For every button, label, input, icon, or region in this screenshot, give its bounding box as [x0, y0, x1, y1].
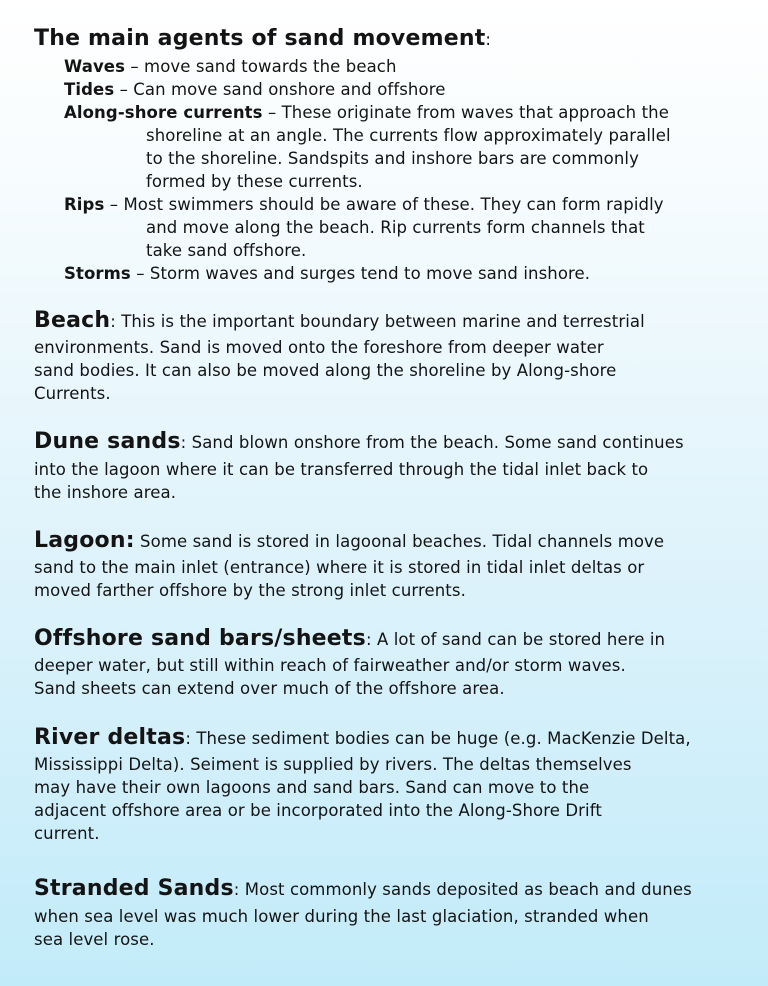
agents-heading	[34, 28, 491, 51]
beach-line-2: environments. Sand is moved onto the foreshore from deeper water	[34, 338, 604, 357]
agent-along-line-2: shoreline at an angle. The currents flow approximately parallel	[146, 126, 671, 145]
offshore-line-1	[34, 628, 665, 651]
agent-rips-text-1: – Most swimmers should be aware of these. They can form rapidly	[104, 195, 664, 214]
offshore-term: Offshore sand bars/sheets	[34, 626, 366, 651]
river-line-2: Mississippi Delta). Seiment is supplied by rivers. The deltas themselves	[34, 755, 632, 774]
agent-storms-term: Storms	[64, 264, 131, 283]
agent-along-term: Along-shore currents	[64, 103, 263, 122]
beach-line-3: sand bodies. It can also be moved along the shoreline by Along-shore	[34, 361, 617, 380]
agent-storms	[64, 263, 590, 285]
offshore-line-2: deeper water, but still within reach of fairweather and/or storm waves.	[34, 656, 626, 675]
agents-heading-title: The main agents of sand movement	[34, 26, 486, 51]
agent-storms-text: – Storm waves and surges tend to move sand inshore.	[130, 264, 591, 283]
river-line-1	[34, 727, 691, 750]
agents-heading-colon: :	[485, 30, 492, 49]
agent-along-line-4: formed by these currents.	[146, 172, 363, 191]
agent-waves	[64, 56, 397, 78]
agent-tides-term: Tides	[64, 80, 115, 99]
dune-text-1: : Sand blown onshore from the beach. Some sand continues	[180, 433, 684, 452]
agent-waves-term: Waves	[64, 57, 126, 76]
river-text-1: : These sediment bodies can be huge (e.g. MacKenzie Delta,	[185, 729, 691, 748]
beach-line-1	[34, 310, 645, 333]
stranded-line-1	[34, 878, 692, 901]
stranded-term: Stranded Sands	[34, 876, 234, 901]
dune-line-1	[34, 431, 684, 454]
stranded-line-3: sea level rose.	[34, 930, 155, 949]
river-line-4: adjacent offshore area or be incorporated into the Along-Shore Drift	[34, 801, 602, 820]
stranded-text-1: : Most commonly sands deposited as beach and dunes	[233, 880, 692, 899]
agent-along-line-3: to the shoreline. Sandspits and inshore bars are commonly	[146, 149, 639, 168]
beach-line-4: Currents.	[34, 384, 111, 403]
offshore-line-3: Sand sheets can extend over much of the offshore area.	[34, 679, 505, 698]
lagoon-term: Lagoon:	[34, 528, 135, 553]
beach-text-1: : This is the important boundary between marine and terrestrial	[110, 312, 645, 331]
agent-waves-text: – move sand towards the beach	[125, 57, 397, 76]
agent-rips-term: Rips	[64, 195, 105, 214]
agent-along-text-1: – These originate from waves that approach the	[262, 103, 669, 122]
stranded-line-2: when sea level was much lower during the last glaciation, stranded when	[34, 907, 649, 926]
river-line-3: may have their own lagoons and sand bars. Sand can move to the	[34, 778, 590, 797]
agent-rips-line-1	[64, 194, 664, 216]
agent-rips-line-2: and move along the beach. Rip currents form channels that	[146, 218, 645, 237]
beach-term: Beach	[34, 308, 111, 333]
offshore-text-1: : A lot of sand can be stored here in	[365, 630, 666, 649]
lagoon-line-1	[34, 530, 664, 553]
agent-tides-text: – Can move sand onshore and offshore	[114, 80, 446, 99]
lagoon-line-2: sand to the main inlet (entrance) where it is stored in tidal inlet deltas or	[34, 558, 645, 577]
river-line-5: current.	[34, 824, 100, 843]
lagoon-line-3: moved farther offshore by the strong inlet currents.	[34, 581, 466, 600]
agent-along-line-1	[64, 102, 669, 124]
agent-rips-line-3: take sand offshore.	[146, 241, 307, 260]
agent-tides	[64, 79, 445, 101]
river-term: River deltas	[34, 725, 186, 750]
lagoon-text-1: Some sand is stored in lagoonal beaches. Tidal channels move	[134, 532, 665, 551]
dune-term: Dune sands	[34, 429, 181, 454]
dune-line-2: into the lagoon where it can be transferred through the tidal inlet back to	[34, 460, 649, 479]
dune-line-3: the inshore area.	[34, 483, 177, 502]
